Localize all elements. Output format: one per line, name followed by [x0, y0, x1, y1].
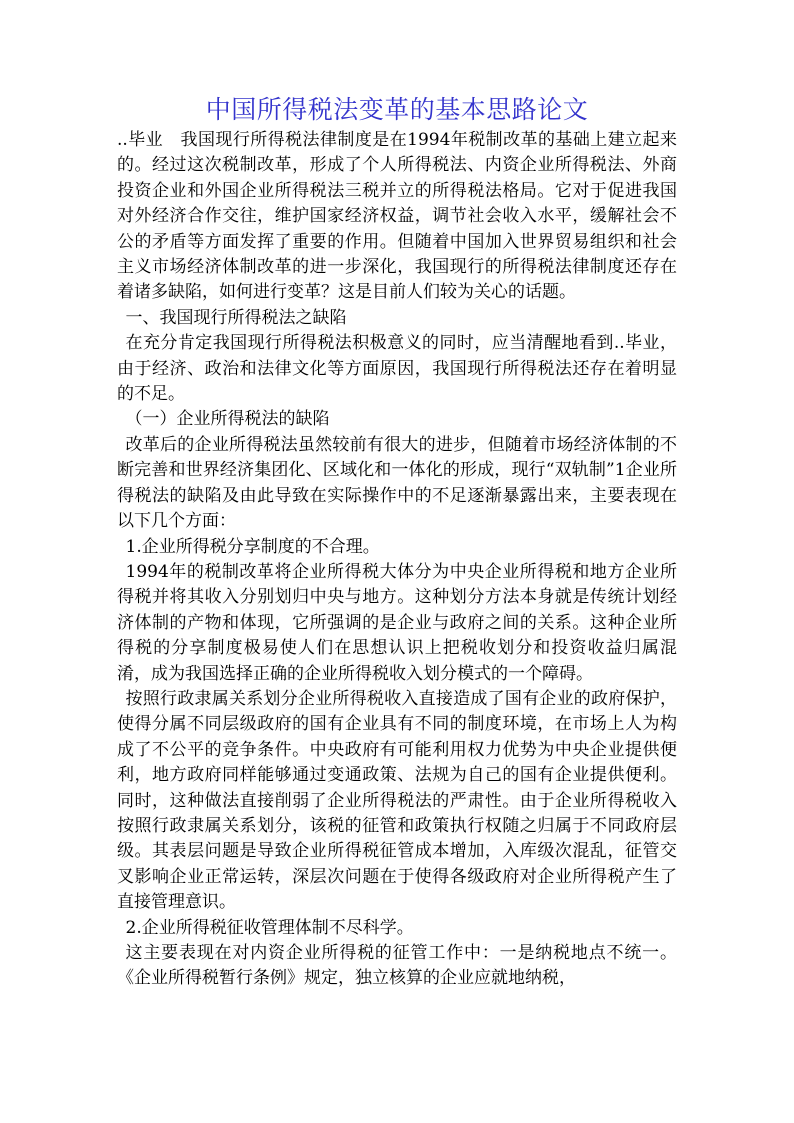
paragraph: 改革后的企业所得税法虽然较前有很大的进步，但随着市场经济体制的不断完善和世界经济集团化、区域化和一体化的形成，现行“双轨制”1企业所得税法的缺陷及由此导致在实际操作中的不足逐渐暴露出来，主要表现在以下几个方面：: [117, 434, 677, 532]
point-heading-2: 2.企业所得税征收管理体制不尽科学。: [125, 917, 414, 938]
document-title: 中国所得税法变革的基本思路论文: [205, 95, 589, 124]
subsection-heading-1: （一）企业所得税法的缺陷: [125, 409, 330, 430]
paragraph-intro: ..毕业 我国现行所得税法律制度是在1994年税制改革的基础上建立起来的。经过这次税制改革，形成了个人所得税法、内资企业所得税法、外商投资企业和外国企业所得税法三税并立的所得税法格局。它对于促进我国对外经济合作交往，维护国家经济权益，调节社会收入水平，缓解社会不公的矛盾等方面发挥了重要的作用。但随着中国加入世界贸易组织和社会主义市场经济体制改革的进一步深化，我国现行的所得税法律制度还存在着诸多缺陷，如何进行变革？这是目前人们较为关心的话题。: [117, 130, 677, 303]
paragraph: 按照行政隶属关系划分企业所得税收入直接造成了国有企业的政府保护，使得分属不同层级政府的国有企业具有不同的制度环境，在市场上人为构成了不公平的竞争条件。中央政府有可能利用权力优势为中央企业提供便利，地方政府同样能够通过变通政策、法规为自己的国有企业提供便利。同时，这种做法直接削弱了企业所得税法的严肃性。由于企业所得税收入按照行政隶属关系划分，该税的征管和政策执行权随之归属于不同政府层级。其表层问题是导致企业所得税征管成本增加，入库级次混乱，征管交叉影响企业正常运转，深层次问题在于使得各级政府对企业所得税产生了直接管理意识。: [117, 688, 677, 913]
paragraph: 在充分肯定我国现行所得税法积极意义的同时，应当清醒地看到..毕业，由于经济、政治和法律文化等方面原因，我国现行所得税法还存在着明显的不足。: [117, 333, 677, 405]
section-heading-1: 一、我国现行所得税法之缺陷: [125, 307, 347, 328]
paragraph: 1994年的税制改革将企业所得税大体分为中央企业所得税和地方企业所得税并将其收入分别划归中央与地方。这种划分方法本身就是传统计划经济体制的产物和体现，它所强调的是企业与政府之间的关系。这种企业所得税的分享制度极易使人们在思想认识上把税收划分和投资收益归属混淆，成为我国选择正确的企业所得税收入划分模式的一个障碍。: [117, 561, 677, 684]
document-body: [117, 128, 677, 992]
paragraph: 这主要表现在对内资企业所得税的征管工作中：一是纳税地点不统一。《企业所得税暂行条例》规定，独立核算的企业应就地纳税，: [117, 943, 677, 989]
point-heading-1: 1.企业所得税分享制度的不合理。: [125, 536, 380, 557]
